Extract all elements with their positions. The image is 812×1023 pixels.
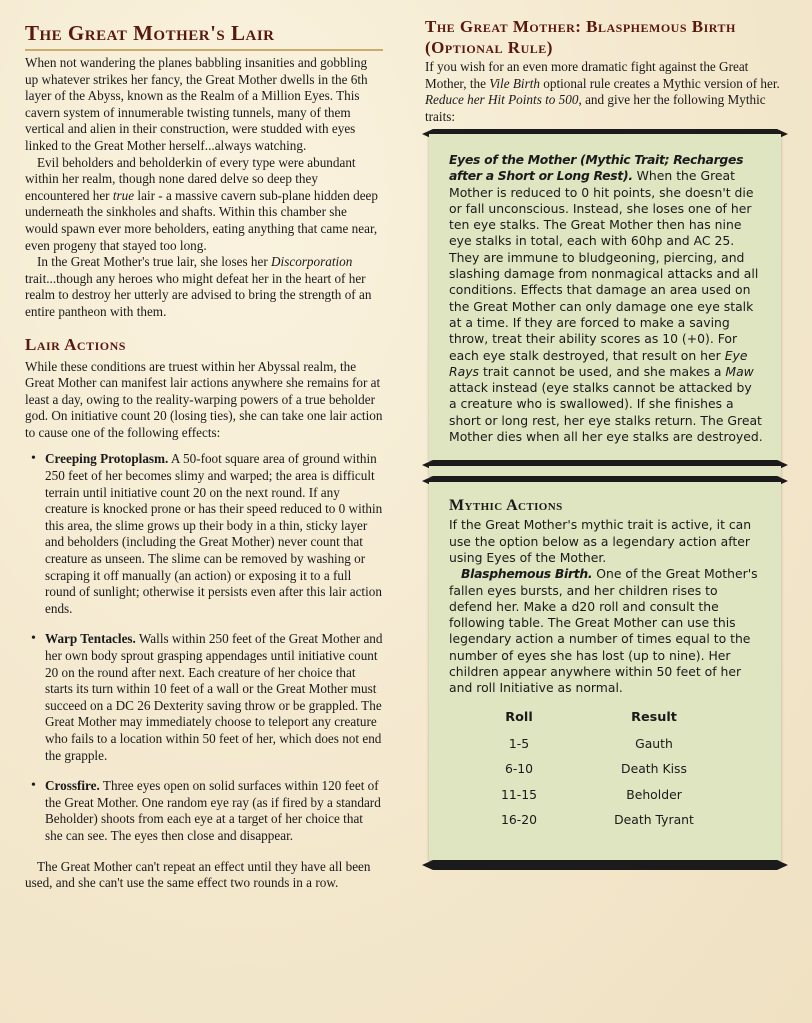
- lair-paragraph-1: When not wandering the planes babbling insanities and gobbling up whatever strikes her fancy, the Great Mother dwells in the 6th layer of the Abyss, known as the Realm of a Million Eyes. This cavern system of innumerable twisting tunnels, many of them vertical and alien in their construction, were studded with eyes linked to the Great Mother herself...always watching.: [25, 55, 368, 153]
- lair-action-list: [25, 451, 383, 844]
- blasphemous-birth-intro: If you wish for an even more dramatic fight against the Great Mother, the Vile Birth optional rule creates a Mythic version of her. Reduce her Hit Points to 500, and give her the following Mythic traits:: [425, 59, 780, 124]
- blasphemous-birth-title: The Great Mother: Blasphemous Birth (Optional Rule): [425, 17, 736, 57]
- list-item: • Creeping Protoplasm. A 50-foot square area of ground within 250 feet of her becomes slimy and warped; the area is difficult terrain until initiative count 20 on the next round. If any creature is knocked prone or has their speed reduced to 0 within this area, the slime grows up their body in a thin, sticky layer and beholders (including the Great Mother) never count that creature as unseen. The slime can be removed by washing or scraping it off manually (an action) or exposing it to a full round of sunlight; otherwise it persists even after this lair action ends.: [45, 451, 383, 617]
- lair-actions-intro: While these conditions are truest within her Abyssal realm, the Great Mother can manifest lair actions anywhere she remains for at least a day, owing to the reality-warping powers of a true beholder god. On initiative count 20 (losing ties), she can take one lair action to cause one of the following effects:: [25, 358, 383, 440]
- lair-paragraph-2: Evil beholders and beholderkin of every type were abundant within her realm, though none dared delve so deep they encountered her true lair - a massive cavern sub-plane hidden deep underneath the sinkholes and shafts. Within this chamber she would spawn ever more beholders, eating anything that came near, even progeny that stayed too long.: [25, 154, 378, 253]
- mythic-actions-intro: If the Great Mother's mythic trait is active, it can use the option below as a legendary action after using Eyes of the Mother.: [449, 517, 752, 565]
- mythic-actions-title: Mythic Actions: [449, 497, 563, 514]
- mythic-actions-box: [429, 482, 781, 860]
- table-row: 6-10 Death Kiss: [504, 761, 687, 777]
- lair-title: The Great Mother's Lair: [25, 20, 383, 51]
- table-row: 16-20 Death Tyrant: [500, 812, 694, 828]
- table-row: 1-5 Gauth: [508, 736, 673, 752]
- list-item: • Crossfire. Three eyes open on solid surfaces within 120 feet of the Great Mother. One random eye ray (as if fired by a standard Beholder) shoots from each eye at a target of her choice that she can see. The eyes then close and disappear.: [45, 778, 383, 844]
- box-gap: [429, 466, 781, 476]
- left-column: [25, 20, 383, 892]
- list-item: • Warp Tentacles. Walls within 250 feet of the Great Mother and her own body sprout grasping appendages until initiative count 20 on the round after next. Each creature of her choice that starts its turn within 10 feet of a wall or the Great Mother must succeed on a DC 26 Dexterity saving throw or be grappled. The Great Mother may immediately choose to teleport any creature who fails to a location within 50 feet of her, which does not end the grapple.: [45, 631, 383, 764]
- table-row: 11-15 Beholder: [500, 786, 682, 802]
- right-column: [425, 16, 785, 125]
- box-bottom-cap: [422, 860, 788, 870]
- children-table: [464, 707, 734, 834]
- lair-paragraph-3: In the Great Mother's true lair, she loses her Discorporation trait...though any heroes who might defeat her in the heart of her realm to destroy her utterly are advised to bring the strength of an entire pantheon with them.: [25, 254, 372, 319]
- table-header-result: Result: [631, 709, 677, 725]
- lair-actions-title: Lair Actions: [25, 334, 126, 354]
- table-header-roll: Roll: [505, 709, 533, 725]
- mythic-trait-box: [429, 134, 781, 460]
- blasphemous-birth-action: Blasphemous Birth. One of the Great Mother's fallen eyes bursts, and her children rises to defend her. Make a d20 roll and consult the following table. The Great Mother can use this legendary action a number of times equal to the number of eyes she has lost (up to nine). Her children appear anywhere within 50 feet of her and roll Initiative as normal.: [449, 566, 758, 696]
- lair-closing: The Great Mother can't repeat an effect until they have all been used, and she can't use the same effect two rounds in a row.: [25, 858, 371, 891]
- mythic-trait: Eyes of the Mother (Mythic Trait; Recharges after a Short or Long Rest). When the Great Mother is reduced to 0 hit points, she doesn't die or fall unconscious. Instead, she loses one of her ten eye stalks. The Great Mother then has nine eye stalks in total, each with 60hp and AC 25. They are immune to bludgeoning, piercing, and slashing damage from nonmagical attacks and all conditions. Effects that damage an area used on the Great Mother can only damage one eye stalk at a time. If they are forced to make a saving throw, treat their ability scores as 10 (+0). For each eye stalk destroyed, that result on her Eye Rays trait cannot be used, and she makes a Maw attack instead (eye stalks cannot be attacked by a creature who is swallowed). If she finishes a short or long rest, her eye stalks return. The Great Mother dies when all her eye stalks are destroyed.: [449, 152, 763, 445]
